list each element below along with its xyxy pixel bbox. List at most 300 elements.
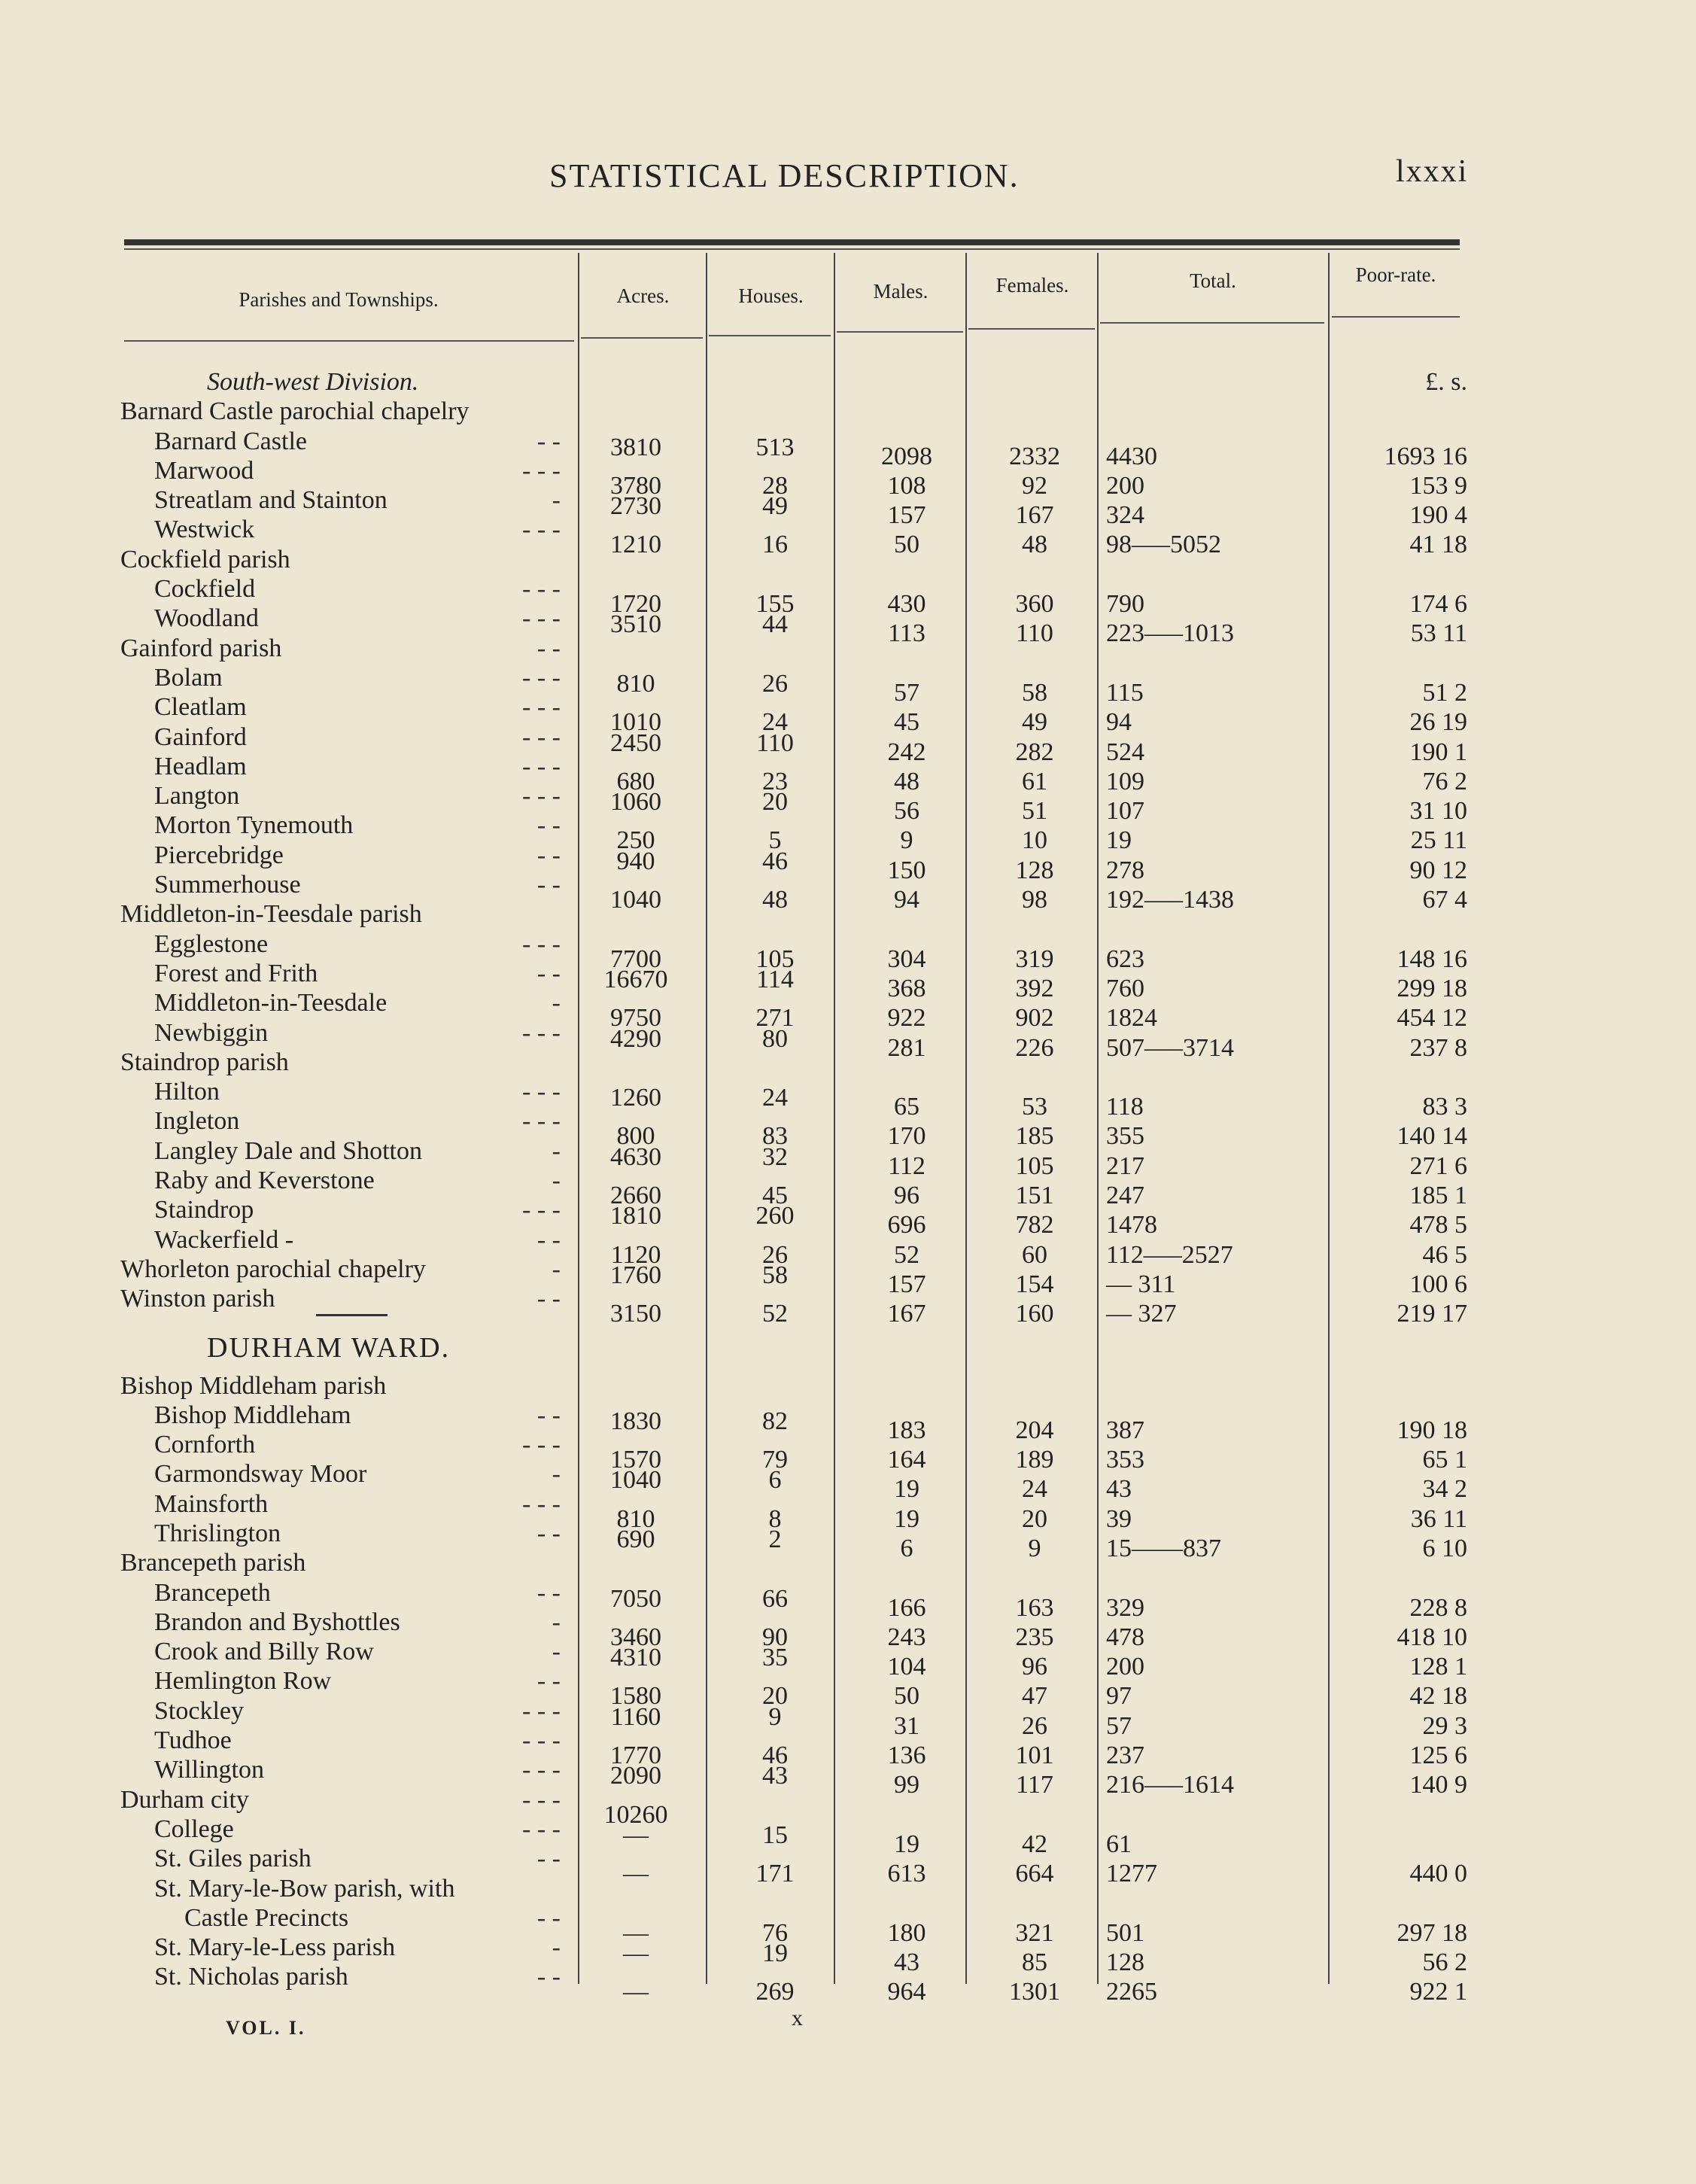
cell-houses: 90	[762, 1623, 788, 1651]
table-row	[0, 1814, 1696, 1858]
statistics-table	[0, 367, 1696, 2006]
cell-females: 782	[1015, 1211, 1054, 1240]
cell-name: St. Mary-le-Less parish	[154, 1933, 396, 1962]
cell-name: Cleatlam	[154, 693, 247, 722]
cell-name: Mainsforth	[154, 1489, 269, 1518]
cell-dash: - -	[536, 959, 561, 987]
cell-males: 2098	[881, 442, 932, 470]
cell-total: 97	[1106, 1682, 1132, 1711]
cell-total: 237	[1106, 1741, 1144, 1770]
cell-name: College	[154, 1814, 234, 1843]
column-header-males: Males.	[873, 280, 929, 303]
cell-poor: 51 2	[1422, 678, 1467, 707]
cell-dash: - -	[536, 1285, 561, 1313]
cell-poor: 219 17	[1397, 1300, 1467, 1328]
table-row	[0, 1696, 1696, 1740]
cell-females: 360	[1015, 590, 1054, 619]
cell-dash: - - -	[522, 929, 561, 958]
cell-houses: 58	[762, 1261, 788, 1289]
cell-houses: 9	[768, 1702, 782, 1731]
cell-males: 50	[894, 1682, 919, 1711]
cell-total: 112—–2527	[1106, 1240, 1233, 1269]
cell-total: 478	[1106, 1623, 1144, 1651]
cell-poor: 174 6	[1409, 590, 1467, 619]
cell-acres: 2090	[610, 1762, 661, 1790]
cell-houses: 49	[762, 492, 788, 521]
cell-houses: 26	[762, 669, 788, 698]
table-row	[0, 1284, 1696, 1328]
cell-males: 113	[888, 619, 926, 648]
page-header	[0, 0, 1696, 226]
cell-females: 49	[1022, 708, 1047, 737]
cell-houses: 20	[762, 1682, 788, 1711]
cell-females: 85	[1022, 1948, 1047, 1977]
cell-name: Headlam	[154, 752, 247, 780]
cell-males: 368	[887, 974, 926, 1002]
cell-poor: 297 18	[1397, 1918, 1467, 1947]
cell-females: 53	[1022, 1093, 1047, 1121]
cell-total: 200	[1106, 471, 1144, 500]
cell-dash: - - -	[522, 693, 561, 722]
cell-name: Crook and Billy Row	[154, 1638, 374, 1666]
header-rule	[709, 335, 831, 336]
cell-females: 92	[1022, 471, 1047, 500]
cell-houses: 16	[762, 531, 788, 559]
cell-males: 112	[888, 1151, 926, 1180]
cell-males: 52	[894, 1240, 919, 1269]
cell-houses: 5	[768, 826, 782, 855]
cell-acres: 2660	[610, 1182, 661, 1210]
cell-males: 242	[887, 738, 926, 766]
cell-total: 1824	[1106, 1004, 1157, 1033]
cell-poor: 299 18	[1397, 974, 1467, 1002]
cell-houses: 79	[762, 1446, 788, 1474]
cell-dash: -	[552, 1460, 561, 1489]
cell-name: Cockfield parish	[120, 545, 290, 573]
cell-total: 329	[1106, 1593, 1144, 1622]
cell-acres: 2450	[610, 729, 661, 757]
cell-dash: - -	[536, 1225, 561, 1254]
cell-total: 760	[1106, 974, 1144, 1002]
cell-males: 183	[887, 1416, 926, 1444]
cell-dash: -	[552, 989, 561, 1017]
cell-females: 1301	[1009, 1978, 1060, 2006]
cell-poor: 42 18	[1409, 1682, 1467, 1711]
cell-acres: 1720	[610, 590, 661, 619]
cell-males: 157	[887, 1270, 926, 1298]
cell-dash: - - -	[522, 1814, 561, 1843]
cell-houses: 35	[762, 1644, 788, 1672]
cell-acres: —	[623, 1821, 649, 1849]
cell-name: Willington	[154, 1756, 264, 1784]
cell-houses: 171	[755, 1860, 795, 1888]
cell-houses: 105	[755, 944, 795, 973]
cell-houses: 52	[762, 1300, 788, 1328]
running-title: STATISTICAL DESCRIPTION.	[549, 157, 1020, 194]
cell-females: 319	[1015, 944, 1054, 973]
cell-males: 157	[887, 501, 926, 530]
table-row	[0, 1874, 1696, 1903]
cell-dash: - - -	[522, 1196, 561, 1224]
cell-houses: 80	[762, 1024, 788, 1053]
cell-name: Tudhoe	[154, 1726, 232, 1755]
cell-females: 58	[1022, 678, 1047, 707]
cell-name: Forest and Frith	[154, 959, 318, 987]
cell-males: 57	[894, 678, 919, 707]
top-rule	[124, 239, 1460, 245]
cell-dash: - - -	[522, 752, 561, 780]
table-row	[0, 1755, 1696, 1799]
cell-total: 4430	[1106, 442, 1157, 470]
header-rule	[1332, 316, 1460, 318]
cell-name: St. Giles parish	[154, 1845, 312, 1873]
cell-name: Staindrop	[154, 1196, 254, 1224]
cell-poor: 46 5	[1422, 1240, 1467, 1269]
cell-dash: - - -	[522, 1726, 561, 1755]
cell-dash: - -	[536, 841, 561, 869]
cell-poor: 185 1	[1409, 1182, 1467, 1210]
cell-houses: 8	[768, 1504, 782, 1533]
table-row	[0, 899, 1696, 929]
cell-total: 98—–5052	[1106, 531, 1221, 559]
cell-poor: 922 1	[1409, 1978, 1467, 2006]
cell-total: 61	[1106, 1830, 1132, 1858]
cell-name: Barnard Castle parochial chapelry	[120, 397, 470, 426]
cell-houses: 23	[762, 767, 788, 795]
cell-dash: - -	[536, 427, 561, 455]
cell-total: 118	[1106, 1093, 1144, 1121]
cell-name: Winston parish	[120, 1285, 275, 1313]
cell-houses: 28	[762, 471, 788, 500]
cell-name: Piercebridge	[154, 841, 284, 869]
cell-males: 9	[900, 826, 913, 855]
cell-dash: - - -	[522, 575, 561, 604]
cell-poor: 6 10	[1422, 1534, 1467, 1562]
cell-poor: 53 11	[1410, 619, 1467, 648]
cell-dash: - -	[536, 1667, 561, 1696]
cell-females: 110	[1016, 619, 1053, 648]
cell-houses: 44	[762, 610, 788, 639]
cell-females: 20	[1022, 1504, 1047, 1533]
cell-acres: 3810	[610, 433, 661, 461]
cell-dash: - - -	[522, 1431, 561, 1459]
cell-males: 45	[894, 708, 919, 737]
cell-females: 47	[1022, 1682, 1047, 1711]
cell-poor: 100 6	[1409, 1270, 1467, 1298]
cell-total: 1478	[1106, 1211, 1157, 1240]
cell-females: 154	[1015, 1270, 1054, 1298]
cell-name: Whorleton parochial chapelry	[120, 1255, 426, 1283]
cell-dash: -	[552, 1933, 561, 1962]
cell-houses: 155	[755, 590, 795, 619]
cell-total: 1277	[1106, 1860, 1157, 1888]
table-row	[0, 1903, 1696, 1947]
cell-total: 2265	[1106, 1978, 1157, 2006]
cell-dash: - -	[536, 811, 561, 840]
cell-houses: 6	[768, 1466, 782, 1495]
cell-acres: —	[623, 1939, 649, 1968]
cell-poor: £. s.	[1425, 368, 1467, 396]
cell-dash: -	[552, 1136, 561, 1165]
cell-name: Langley Dale and Shotton	[154, 1136, 422, 1165]
cell-name: Durham city	[120, 1785, 249, 1814]
cell-males: 108	[887, 471, 926, 500]
cell-dash: - -	[536, 871, 561, 899]
cell-name: Bolam	[154, 663, 223, 692]
cell-name: DURHAM WARD.	[207, 1331, 451, 1364]
cell-females: 167	[1015, 501, 1054, 530]
cell-females: 2332	[1009, 442, 1060, 470]
cell-dash: - - -	[522, 1785, 561, 1814]
cell-males: 964	[887, 1978, 926, 2006]
cell-females: 98	[1022, 886, 1047, 914]
cell-name: Woodland	[154, 604, 259, 633]
cell-poor: 128 1	[1409, 1653, 1467, 1681]
cell-name: Middleton-in-Teesdale parish	[120, 900, 422, 929]
cell-poor: 25 11	[1410, 826, 1467, 855]
cell-acres: —	[623, 1978, 649, 2006]
ward-rule	[316, 1314, 388, 1316]
cell-name: Hilton	[154, 1078, 220, 1106]
cell-poor: 41 18	[1409, 531, 1467, 559]
cell-houses: 46	[762, 847, 788, 875]
cell-males: 922	[887, 1004, 926, 1033]
cell-poor: 26 19	[1409, 708, 1467, 737]
cell-males: 696	[887, 1211, 926, 1240]
cell-males: 96	[894, 1182, 919, 1210]
cell-females: 392	[1015, 974, 1054, 1002]
table-row	[0, 1136, 1696, 1180]
cell-total: 790	[1106, 590, 1144, 619]
cell-poor: 153 9	[1409, 471, 1467, 500]
cell-females: 9	[1028, 1534, 1041, 1562]
cell-name: St. Mary-le-Bow parish, with	[154, 1874, 455, 1903]
cell-houses: 82	[762, 1407, 788, 1435]
cell-total: 217	[1106, 1151, 1144, 1180]
cell-total: — 311	[1106, 1270, 1176, 1298]
cell-total: 355	[1106, 1122, 1144, 1151]
cell-total: 524	[1106, 738, 1144, 766]
cell-dash: - - -	[522, 782, 561, 811]
cell-males: 94	[894, 886, 919, 914]
cell-name: South-west Division.	[207, 368, 419, 396]
header-rule	[837, 331, 963, 333]
cell-females: 160	[1015, 1300, 1054, 1328]
cell-total: 57	[1106, 1711, 1132, 1740]
cell-acres: 1570	[610, 1446, 661, 1474]
cell-females: 664	[1015, 1860, 1054, 1888]
cell-females: 105	[1015, 1151, 1054, 1180]
cell-acres: 940	[616, 847, 655, 875]
cell-name: Staindrop parish	[120, 1048, 289, 1076]
cell-total: 43	[1106, 1475, 1132, 1504]
cell-males: 56	[894, 797, 919, 826]
table-row	[0, 397, 1696, 426]
cell-dash: - - -	[522, 1756, 561, 1784]
cell-females: 321	[1015, 1918, 1054, 1947]
cell-acres: 3150	[610, 1300, 661, 1328]
cell-houses: 513	[755, 433, 795, 461]
cell-name: Gainford parish	[120, 634, 282, 662]
column-header-parishes: Parishes and Townships.	[239, 288, 439, 311]
cell-dash: - - -	[522, 1018, 561, 1047]
cell-acres: 1010	[610, 708, 661, 737]
cell-dash: -	[552, 486, 561, 515]
cell-acres: 1160	[610, 1702, 661, 1731]
cell-name: Castle Precincts	[184, 1903, 349, 1932]
cell-dash: -	[552, 1608, 561, 1636]
cell-name: Bishop Middleham parish	[120, 1371, 387, 1400]
cell-poor: 237 8	[1409, 1033, 1467, 1062]
cell-dash: - - -	[522, 604, 561, 633]
cell-houses: 260	[755, 1202, 795, 1230]
cell-name: Thrislington	[154, 1519, 281, 1547]
cell-acres: —	[623, 1860, 649, 1888]
cell-acres: 1810	[610, 1202, 661, 1230]
table-row	[0, 870, 1696, 914]
cell-acres: 16670	[603, 965, 668, 993]
cell-houses: 110	[756, 729, 794, 757]
cell-total: 19	[1106, 826, 1132, 855]
cell-name: Newbiggin	[154, 1018, 269, 1047]
cell-total: 115	[1106, 678, 1144, 707]
cell-females: 51	[1022, 797, 1047, 826]
cell-total: 278	[1106, 856, 1144, 884]
cell-total: 623	[1106, 944, 1144, 973]
column-header-total: Total.	[1190, 269, 1236, 292]
cell-females: 60	[1022, 1240, 1047, 1269]
cell-poor: 418 10	[1397, 1623, 1467, 1651]
cell-females: 902	[1015, 1004, 1054, 1033]
cell-males: 170	[887, 1122, 926, 1151]
table-row	[0, 1608, 1696, 1651]
cell-poor: 34 2	[1422, 1475, 1467, 1504]
cell-females: 226	[1015, 1033, 1054, 1062]
cell-total: 200	[1106, 1653, 1144, 1681]
cell-males: 243	[887, 1623, 926, 1651]
table-row	[0, 1637, 1696, 1681]
cell-females: 235	[1015, 1623, 1054, 1651]
cell-houses: 66	[762, 1584, 788, 1613]
cell-males: 65	[894, 1093, 919, 1121]
column-header-poor-rate: Poor-rate.	[1355, 263, 1436, 286]
cell-acres: 1580	[610, 1682, 661, 1711]
cell-poor: 190 4	[1409, 501, 1467, 530]
cell-dash: - -	[536, 1519, 561, 1547]
cell-females: 128	[1015, 856, 1054, 884]
cell-acres: 4290	[610, 1024, 661, 1053]
cell-dash: - -	[536, 634, 561, 662]
cell-name: Cornforth	[154, 1431, 256, 1459]
cell-houses: 43	[762, 1762, 788, 1790]
cell-dash: - -	[536, 1401, 561, 1429]
cell-males: 50	[894, 531, 919, 559]
table-row	[0, 1962, 1696, 2006]
cell-poor: 454 12	[1397, 1004, 1467, 1033]
cell-houses: 76	[762, 1918, 788, 1947]
cell-houses: 26	[762, 1240, 788, 1269]
cell-dash: - - -	[522, 663, 561, 692]
cell-acres: 10260	[603, 1800, 668, 1829]
cell-name: Morton Tynemouth	[154, 811, 354, 840]
cell-poor: 140 9	[1409, 1771, 1467, 1799]
cell-females: 26	[1022, 1711, 1047, 1740]
cell-males: 136	[887, 1741, 926, 1770]
cell-total: 94	[1106, 708, 1132, 737]
cell-dash: - - -	[522, 516, 561, 544]
cell-houses: 271	[755, 1004, 795, 1033]
cell-acres: 810	[616, 669, 655, 698]
cell-dash: -	[552, 1638, 561, 1666]
cell-acres: 7050	[610, 1584, 661, 1613]
cell-females: 101	[1015, 1741, 1054, 1770]
cell-houses: 48	[762, 886, 788, 914]
volume-mark: VOL. I.	[226, 2017, 306, 2039]
cell-males: 104	[887, 1653, 926, 1681]
cell-males: 304	[887, 944, 926, 973]
cell-males: 43	[894, 1948, 919, 1977]
cell-dash: - - -	[522, 1696, 561, 1725]
cell-females: 163	[1015, 1593, 1054, 1622]
cell-name: Barnard Castle	[154, 427, 307, 455]
division-heading-row	[0, 367, 1696, 397]
cell-name: Wackerfield -	[154, 1225, 294, 1254]
cell-name: Ingleton	[154, 1107, 240, 1136]
cell-dash: - - -	[522, 1107, 561, 1136]
cell-females: 185	[1015, 1122, 1054, 1151]
cell-poor: 271 6	[1409, 1151, 1467, 1180]
cell-name: Summerhouse	[154, 871, 301, 899]
cell-poor: 190 1	[1409, 738, 1467, 766]
cell-males: 48	[894, 767, 919, 795]
cell-dash: - - -	[522, 1078, 561, 1106]
cell-dash: - -	[536, 1903, 561, 1932]
cell-total: 192—–1438	[1106, 886, 1234, 914]
cell-houses: 269	[755, 1978, 795, 2006]
cell-total: 39	[1106, 1504, 1132, 1533]
table-row	[0, 1077, 1696, 1121]
cell-poor: 125 6	[1409, 1741, 1467, 1770]
cell-acres: —	[623, 1918, 649, 1947]
cell-houses: 83	[762, 1122, 788, 1151]
cell-males: 150	[887, 856, 926, 884]
cell-acres: 9750	[610, 1004, 661, 1033]
cell-name: Middleton-in-Teesdale	[154, 989, 388, 1017]
table-row	[0, 1519, 1696, 1562]
cell-acres: 1060	[610, 788, 661, 817]
cell-poor: 140 14	[1397, 1122, 1467, 1151]
cell-houses: 2	[768, 1525, 782, 1553]
cell-acres: 1210	[610, 531, 661, 559]
cell-males: 19	[894, 1504, 919, 1533]
cell-males: 281	[887, 1033, 926, 1062]
cell-acres: 1760	[610, 1261, 661, 1289]
cell-females: 151	[1015, 1182, 1054, 1210]
cell-poor: 67 4	[1422, 886, 1467, 914]
cell-acres: 1120	[610, 1240, 661, 1269]
cell-name: Brancepeth parish	[120, 1549, 306, 1577]
cell-name: Streatlam and Stainton	[154, 486, 388, 515]
cell-poor: 1693 16	[1384, 442, 1467, 470]
cell-name: Garmondsway Moor	[154, 1460, 367, 1489]
cell-females: 204	[1015, 1416, 1054, 1444]
cell-acres: 7700	[610, 944, 661, 973]
cell-houses: 20	[762, 788, 788, 817]
cell-females: 189	[1015, 1446, 1054, 1474]
signature-mark: x	[792, 2006, 803, 2030]
cell-poor: 56 2	[1422, 1948, 1467, 1977]
cell-acres: 2730	[610, 492, 661, 521]
